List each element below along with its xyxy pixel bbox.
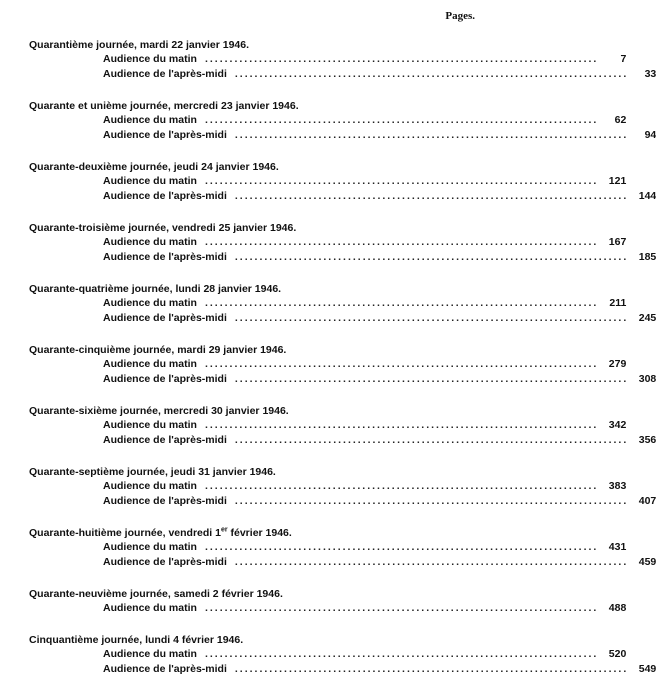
dot-leader: ................................................................................ [234,663,629,675]
toc-entry [29,526,656,587]
entry-title: Quarante-troisième journée, vendredi 25 janvier 1946. [29,222,297,234]
session-line [103,433,656,448]
entry-title: Quarante-sixième journée, mercredi 30 janvier 1946. [29,405,289,417]
session-line [103,555,656,570]
toc-entry [29,465,656,526]
dot-leader: ................................................................................ [234,495,629,507]
session-line [103,296,627,311]
session-line [103,479,627,494]
page-number: 383 [608,480,627,492]
dot-leader: ................................................................................ [234,251,629,263]
dot-leader: ................................................................................ [204,648,599,660]
page-number: 520 [608,648,627,660]
session-label: Audience du matin [103,114,197,126]
page-number: 121 [608,175,627,187]
toc-entry [29,404,656,465]
entry-title: Quarante-septième journée, jeudi 31 janvier 1946. [29,466,276,478]
dot-leader: ................................................................................ [234,68,629,80]
page-number: 356 [638,434,656,446]
session-label: Audience de l'après-midi [103,129,227,141]
page-number: 144 [638,190,656,202]
entry-title-superscript: er [220,526,228,534]
session-label: Audience de l'après-midi [103,190,227,202]
page-number: 407 [638,495,656,507]
dot-leader: ................................................................................ [204,541,599,553]
session-line [103,357,627,372]
page-number: 549 [638,663,656,675]
session-label: Audience du matin [103,648,197,660]
session-line [103,540,627,555]
session-line [103,311,656,326]
session-line [103,494,656,509]
session-label: Audience du matin [103,419,197,431]
dot-leader: ................................................................................ [204,480,599,492]
page-number: 488 [608,602,627,614]
entry-title: Quarante-quatrième journée, lundi 28 janvier 1946. [29,283,282,295]
session-label: Audience de l'après-midi [103,434,227,446]
session-line [103,52,627,67]
table-of-contents [29,38,656,694]
toc-entry [29,99,656,160]
pages-column-header: Pages. [445,10,475,22]
entry-title: Quarante-deuxième journée, jeudi 24 janvier 1946. [29,161,279,173]
session-label: Audience du matin [103,297,197,309]
dot-leader: ................................................................................ [234,190,629,202]
session-line [103,647,627,662]
page-number: 431 [608,541,627,553]
page-number: 211 [609,297,627,309]
toc-entry [29,38,656,99]
dot-leader: ................................................................................ [204,114,599,126]
session-line [103,67,656,82]
session-label: Audience de l'après-midi [103,251,227,263]
session-line [103,189,656,204]
session-label: Audience de l'après-midi [103,373,227,385]
page-number: 167 [608,236,627,248]
dot-leader: ................................................................................ [234,373,629,385]
dot-leader: ................................................................................ [204,419,599,431]
page-number: 459 [638,556,656,568]
dot-leader: ................................................................................ [204,53,599,65]
session-label: Audience du matin [103,541,197,553]
session-label: Audience du matin [103,358,197,370]
entry-title [29,526,476,540]
session-line [103,128,656,143]
entry-title-main: Quarante-huitième journée, vendredi 1 [29,527,221,539]
dot-leader: ................................................................................ [234,129,629,141]
session-label: Audience du matin [103,236,197,248]
toc-entry [29,587,627,633]
page-number: 33 [644,68,656,80]
session-line [103,174,627,189]
dot-leader: ................................................................................ [234,434,629,446]
toc-entry [29,343,656,404]
session-line [103,418,627,433]
dot-leader: ................................................................................ [204,236,599,248]
session-label: Audience de l'après-midi [103,663,227,675]
entry-title: Quarante et unième journée, mercredi 23 janvier 1946. [29,100,299,112]
page-number: 62 [614,114,627,126]
toc-entry [29,221,656,282]
dot-leader: ................................................................................ [204,358,599,370]
dot-leader: ................................................................................ [204,175,599,187]
entry-title: Quarante-cinquième journée, mardi 29 janvier 1946. [29,344,287,356]
session-label: Audience du matin [103,175,197,187]
session-label: Audience du matin [103,53,197,65]
entry-title: Quarantième journée, mardi 22 janvier 1946. [29,39,250,51]
session-line [103,250,656,265]
session-label: Audience de l'après-midi [103,495,227,507]
session-line [103,601,627,616]
toc-entry [29,160,656,221]
entry-title: Quarante-neuvième journée, samedi 2 février 1946. [29,588,283,600]
dot-leader: ................................................................................ [204,297,599,309]
toc-entry [29,282,656,343]
page-number: 308 [638,373,656,385]
session-label: Audience de l'après-midi [103,68,227,80]
session-line [103,113,627,128]
dot-leader: ................................................................................ [234,312,629,324]
session-label: Audience de l'après-midi [103,556,227,568]
page-number: 245 [638,312,656,324]
page-number: 342 [608,419,627,431]
session-label: Audience du matin [103,480,197,492]
toc-entry [29,633,656,694]
session-line [103,372,656,387]
dot-leader: ................................................................................ [204,602,599,614]
page-number: 279 [608,358,627,370]
dot-leader: ................................................................................ [234,556,629,568]
session-line [103,662,656,677]
entry-title-suffix: février 1946. [227,527,292,539]
entry-title: Cinquantième journée, lundi 4 février 1946. [29,634,244,646]
session-label: Audience du matin [103,602,197,614]
page-number: 185 [638,251,656,263]
session-line [103,235,627,250]
page-number: 7 [620,53,627,65]
session-label: Audience de l'après-midi [103,312,227,324]
page-number: 94 [644,129,656,141]
